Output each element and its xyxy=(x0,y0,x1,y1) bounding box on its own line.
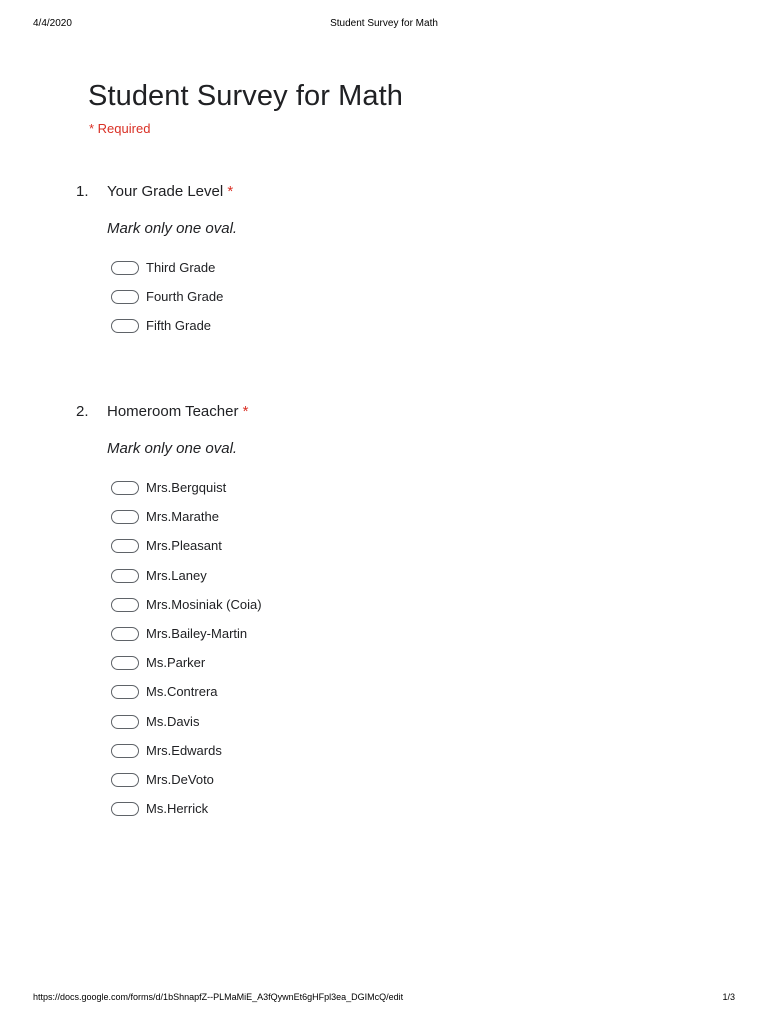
radio-oval[interactable] xyxy=(111,685,139,699)
option-mrs-devoto[interactable] xyxy=(111,771,262,800)
required-star: * xyxy=(227,183,234,200)
option-fourth-grade[interactable] xyxy=(111,288,223,317)
option-third-grade[interactable] xyxy=(111,259,223,288)
option-mrs-mosiniak[interactable] xyxy=(111,596,262,625)
question-title xyxy=(107,403,248,420)
radio-oval[interactable] xyxy=(111,290,139,304)
print-date: 4/4/2020 xyxy=(33,18,72,29)
radio-oval[interactable] xyxy=(111,715,139,729)
radio-oval[interactable] xyxy=(111,319,139,333)
option-label: Ms.Parker xyxy=(146,655,206,671)
option-label: Third Grade xyxy=(146,260,216,275)
option-label: Mrs.Mosiniak (Coia) xyxy=(146,596,262,612)
question-number: 1. xyxy=(76,183,89,200)
option-ms-contrera[interactable] xyxy=(111,683,262,712)
option-mrs-edwards[interactable] xyxy=(111,742,262,771)
radio-oval[interactable] xyxy=(111,627,139,641)
print-header xyxy=(0,18,768,32)
radio-oval[interactable] xyxy=(111,261,139,275)
option-mrs-marathe[interactable] xyxy=(111,508,262,537)
radio-oval[interactable] xyxy=(111,598,139,612)
radio-oval[interactable] xyxy=(111,773,139,787)
required-note: * Required xyxy=(89,121,151,136)
option-list xyxy=(111,479,262,829)
option-mrs-bailey-martin[interactable] xyxy=(111,625,262,654)
option-label: Mrs.Laney xyxy=(146,567,207,583)
option-mrs-laney[interactable] xyxy=(111,567,262,596)
option-ms-parker[interactable] xyxy=(111,654,262,683)
question-hint: Mark only one oval. xyxy=(107,220,238,237)
option-label: Fourth Grade xyxy=(146,289,224,305)
option-fifth-grade[interactable] xyxy=(111,317,223,346)
option-label: Mrs.DeVoto xyxy=(146,771,214,787)
print-title: Student Survey for Math xyxy=(330,18,438,29)
option-label: Mrs.Edwards xyxy=(146,742,222,758)
question-hint: Mark only one oval. xyxy=(107,440,238,457)
option-ms-herrick[interactable] xyxy=(111,800,262,829)
option-label: Mrs.Marathe xyxy=(146,509,219,525)
radio-oval[interactable] xyxy=(111,656,139,670)
radio-oval[interactable] xyxy=(111,744,139,758)
option-label: Mrs.Pleasant xyxy=(146,538,222,554)
required-star: * xyxy=(242,403,249,420)
option-mrs-bergquist[interactable] xyxy=(111,479,262,508)
option-label: Ms.Herrick xyxy=(146,801,209,817)
question-title-text: Homeroom Teacher xyxy=(107,403,239,420)
print-url: https://docs.google.com/forms/d/1bShnapfZ--PLMaMiE_A3fQywnEt6gHFpl3ea_DGIMcQ/edit xyxy=(33,992,404,1002)
option-label: Ms.Contrera xyxy=(146,684,218,700)
option-label: Ms.Davis xyxy=(146,713,200,729)
option-ms-davis[interactable] xyxy=(111,713,262,742)
radio-oval[interactable] xyxy=(111,802,139,816)
question-number: 2. xyxy=(76,403,89,420)
page-number: 1/3 xyxy=(722,992,735,1002)
form-title: Student Survey for Math xyxy=(88,80,404,112)
print-footer xyxy=(0,992,768,1006)
option-mrs-pleasant[interactable] xyxy=(111,537,262,566)
radio-oval[interactable] xyxy=(111,569,139,583)
radio-oval[interactable] xyxy=(111,481,139,495)
option-label: Mrs.Bailey-Martin xyxy=(146,625,248,641)
question-title xyxy=(107,183,233,200)
radio-oval[interactable] xyxy=(111,539,139,553)
option-list xyxy=(111,259,223,347)
question-title-text: Your Grade Level xyxy=(107,183,224,200)
option-label: Fifth Grade xyxy=(146,318,212,334)
radio-oval[interactable] xyxy=(111,510,139,524)
option-label: Mrs.Bergquist xyxy=(146,480,227,495)
